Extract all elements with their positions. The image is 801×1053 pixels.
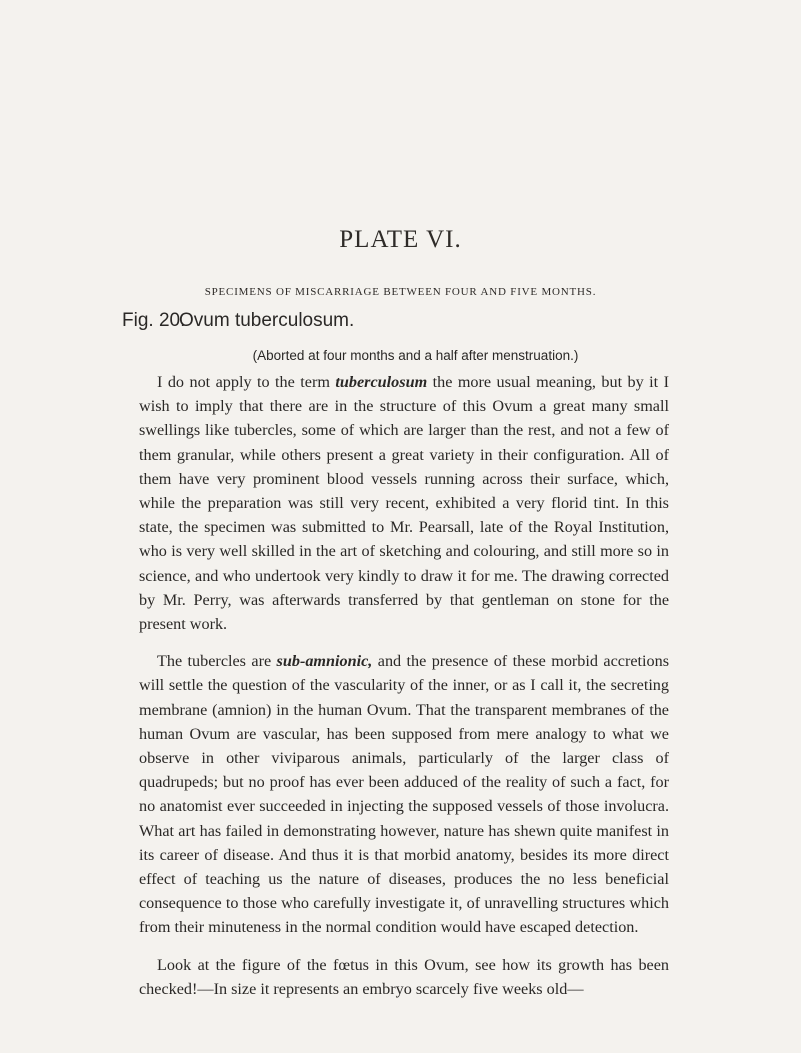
paragraph: I do not apply to the term tuberculosum the more usual meaning, but by it I wish to imply that there are in the structure of this Ovum a great many small swellings like tubercles, some of which are larger than the rest, and not a few of them granular, while others present a great variety in their configuration. All of them have very prominent blood vessels running across their surface, which, while the preparation was still very recent, exhibited a very florid tint. In this state, the specimen was submitted to Mr. Pearsall, late of the Royal Institution, who is very well skilled in the art of sketching and colouring, and still more so in science, and who undertook very kindly to draw it for me. The drawing corrected by Mr. Perry, was afterwards transferred by that gentleman on stone for the present work. xyxy=(139,373,670,634)
paragraph: Look at the figure of the fœtus in this Ovum, see how its growth has been checked!—In size it represents an embryo scarcely five weeks old— xyxy=(139,955,669,998)
paragraph: The tubercles are sub-amnionic, and the presence of these morbid accretions will settle the question of the vascularity of the inner, or as I call it, the secreting membrane (amnion) in the human Ovum. That the transparent membranes of the human Ovum are vascular, has been supposed from mere analogy to what we observe in other viviparous animals, particularly of the larger class of quadrupeds; but no proof has ever been adduced of the reality of such a fact, for no anatomist ever succeeded in injecting the supposed vessels of those involucra. What art has failed in demonstrating however, nature has shewn quite manifest in its career of disease. And thus it is that morbid anatomy, besides its more direct effect of teaching us the nature of diseases, produces the no less beneficial consequence to those who carefully investigate it, of unravelling structures which from their minuteness in the normal condition would have escaped detection. xyxy=(139,652,669,937)
body-text xyxy=(139,370,669,1014)
emphasis-term: sub-amnionic, xyxy=(276,652,373,671)
figure-title: Ovum tuberculosum. xyxy=(179,310,355,331)
figure-note: (Aborted at four months and a half after menstruation.) xyxy=(252,348,579,363)
plate-subtitle: SPECIMENS OF MISCARRIAGE BETWEEN FOUR AND FIVE MONTHS. xyxy=(204,286,597,298)
plate-title: PLATE VI. xyxy=(339,226,462,253)
emphasis-term: tuberculosum xyxy=(335,373,428,391)
figure-label: Fig. 20. xyxy=(122,310,186,331)
figure-heading xyxy=(122,310,354,332)
